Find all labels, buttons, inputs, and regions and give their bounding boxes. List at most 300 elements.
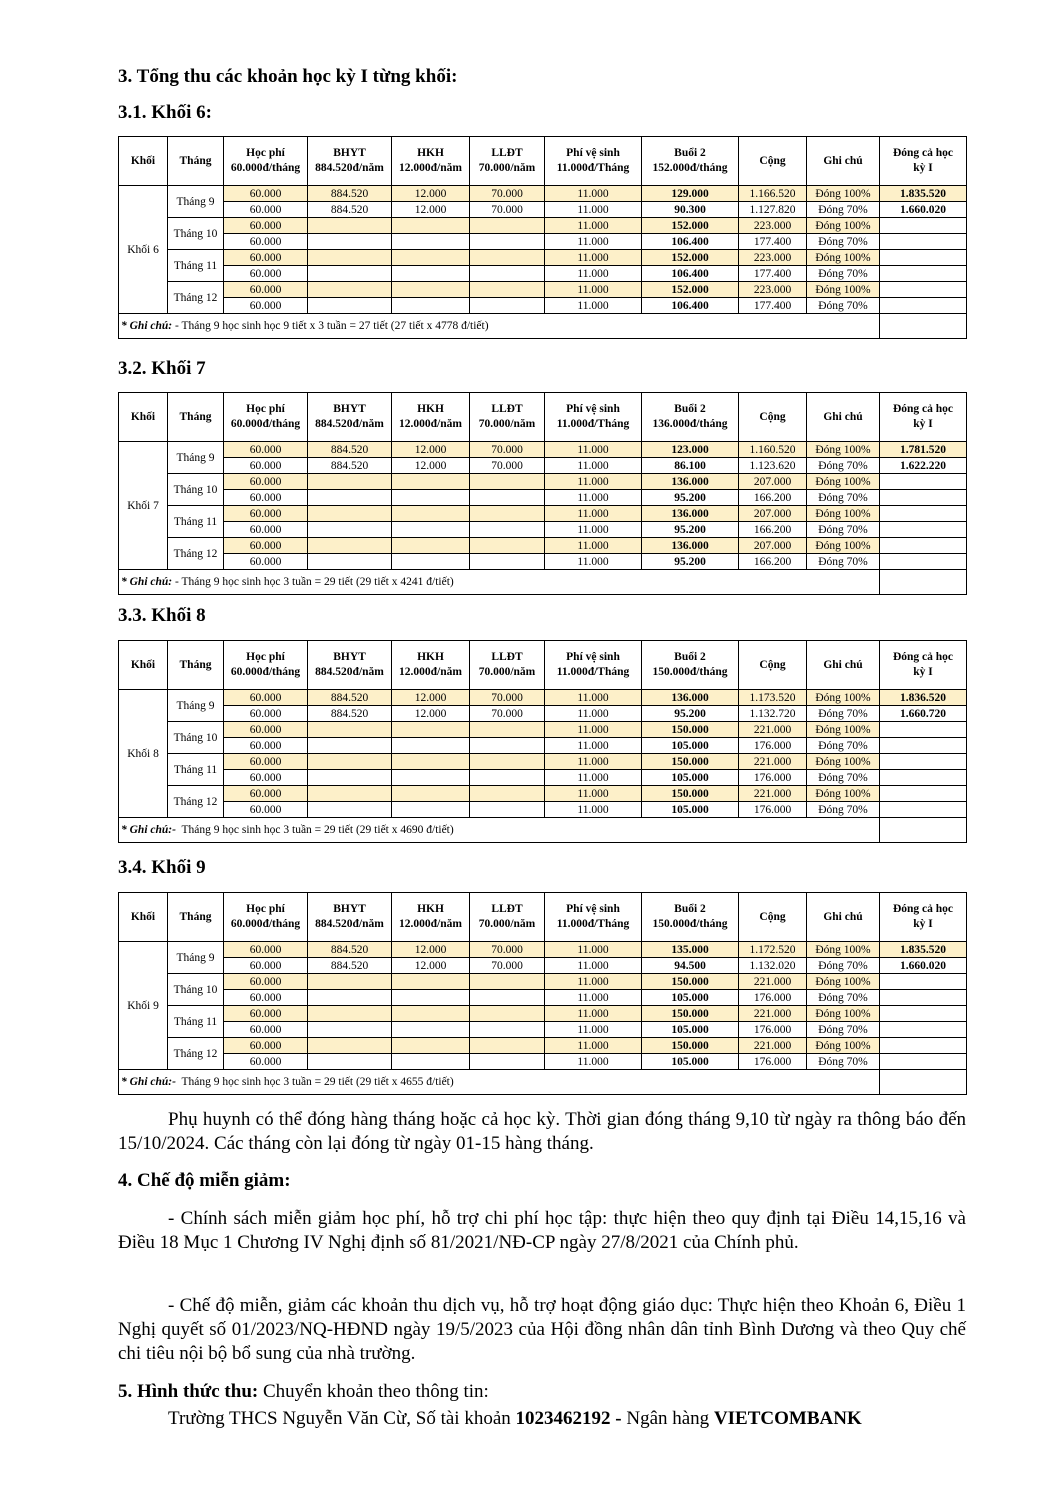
table-cell-hp: 60.000 (224, 942, 308, 958)
table-cell-vs: 11.000 (545, 458, 642, 474)
month-cell: Tháng 12 (168, 786, 224, 818)
table-cell-cong: 176.000 (739, 1022, 807, 1038)
note-row (119, 570, 967, 595)
table-cell-b2: 106.400 (642, 298, 739, 314)
table-cell-lldt (470, 1038, 545, 1054)
note-empty-cell (880, 314, 967, 339)
table-row (119, 234, 967, 250)
table-cell-hkh (392, 218, 470, 234)
column-header (807, 137, 880, 186)
table-cell-hp: 60.000 (224, 990, 308, 1006)
table-cell-bhyt (308, 538, 392, 554)
table-cell-vs: 11.000 (545, 802, 642, 818)
table-cell-total (880, 1038, 967, 1054)
note-cell (119, 570, 880, 595)
column-header (470, 641, 545, 690)
column-header (642, 893, 739, 942)
table-cell-total (880, 538, 967, 554)
column-header (224, 137, 308, 186)
table-cell-total (880, 738, 967, 754)
table-cell-hp: 60.000 (224, 218, 308, 234)
grade-label-cell: Khối 8 (119, 690, 168, 818)
table-row (119, 186, 967, 202)
table-cell-vs: 11.000 (545, 506, 642, 522)
month-cell: Tháng 10 (168, 474, 224, 506)
table-cell-b2: 150.000 (642, 786, 739, 802)
table-cell-bhyt (308, 266, 392, 282)
table-cell-hkh: 12.000 (392, 958, 470, 974)
table-cell-gc: Đóng 100% (807, 218, 880, 234)
table-cell-bhyt (308, 722, 392, 738)
table-row (119, 1022, 967, 1038)
month-cell: Tháng 11 (168, 250, 224, 282)
table-cell-gc: Đóng 70% (807, 770, 880, 786)
table-cell-b2: 90.300 (642, 202, 739, 218)
column-header-line: Cộng (759, 910, 786, 923)
table-cell-total (880, 266, 967, 282)
table-cell-gc: Đóng 100% (807, 474, 880, 490)
column-header-line: Học phí (246, 147, 285, 159)
table-cell-hkh (392, 722, 470, 738)
column-header (642, 641, 739, 690)
table-cell-hp: 60.000 (224, 722, 308, 738)
table-cell-vs: 11.000 (545, 754, 642, 770)
table-cell-b2: 150.000 (642, 1038, 739, 1054)
table-cell-bhyt (308, 474, 392, 490)
table-cell-gc: Đóng 100% (807, 250, 880, 266)
table-cell-cong: 221.000 (739, 1038, 807, 1054)
table-cell-vs: 11.000 (545, 1006, 642, 1022)
table-cell-vs: 11.000 (545, 690, 642, 706)
column-header-line: Phí vệ sinh (566, 403, 620, 415)
table-cell-gc: Đóng 70% (807, 990, 880, 1006)
table-cell-total: 1.660.720 (880, 706, 967, 722)
table-cell-lldt (470, 474, 545, 490)
table-cell-gc: Đóng 100% (807, 974, 880, 990)
column-header (308, 137, 392, 186)
table-cell-b2: 105.000 (642, 738, 739, 754)
table-cell-gc: Đóng 70% (807, 490, 880, 506)
table-cell-gc: Đóng 70% (807, 1054, 880, 1070)
column-header (119, 137, 168, 186)
column-header-line: LLĐT (491, 147, 523, 159)
table-cell-cong: 1.172.520 (739, 942, 807, 958)
table-cell-lldt: 70.000 (470, 202, 545, 218)
column-header-line: 60.000đ/tháng (230, 162, 301, 174)
column-header-line: Đóng cả học (892, 403, 954, 415)
table-cell-hp: 60.000 (224, 234, 308, 250)
table-cell-hkh (392, 490, 470, 506)
grade-label-cell: Khối 7 (119, 442, 168, 570)
column-header (807, 393, 880, 442)
table-cell-b2: 152.000 (642, 218, 739, 234)
table-cell-bhyt (308, 786, 392, 802)
table-row (119, 522, 967, 538)
column-header-line: Khối (130, 658, 156, 671)
table-cell-lldt (470, 738, 545, 754)
table-cell-b2: 123.000 (642, 442, 739, 458)
table-cell-hp: 60.000 (224, 554, 308, 570)
table-row (119, 266, 967, 282)
table-cell-cong: 221.000 (739, 722, 807, 738)
table-cell-bhyt (308, 738, 392, 754)
table-cell-b2: 105.000 (642, 802, 739, 818)
table-cell-cong: 221.000 (739, 974, 807, 990)
column-header (739, 137, 807, 186)
column-header (545, 641, 642, 690)
table-row (119, 754, 967, 770)
table-cell-hp: 60.000 (224, 202, 308, 218)
table-cell-lldt: 70.000 (470, 186, 545, 202)
table-cell-vs: 11.000 (545, 770, 642, 786)
table-cell-bhyt (308, 234, 392, 250)
table-cell-b2: 106.400 (642, 234, 739, 250)
table-row (119, 802, 967, 818)
fee-table (118, 640, 967, 843)
table-cell-cong: 176.000 (739, 738, 807, 754)
table-cell-hkh (392, 474, 470, 490)
column-header (224, 393, 308, 442)
column-header-line: Phí vệ sinh (566, 147, 620, 159)
table-cell-vs: 11.000 (545, 186, 642, 202)
table-cell-vs: 11.000 (545, 234, 642, 250)
table-cell-vs: 11.000 (545, 266, 642, 282)
column-header-line: Đóng cả học (892, 147, 954, 159)
table-cell-total (880, 1022, 967, 1038)
section4-paragraph-2: - Chế độ miễn, giảm các khoản thu dịch vụ, hỗ trợ hoạt động giáo dục: Thực hiện theo Khoản 6, Điều 1 Nghị quyết số 01/2023/NQ-HĐND ngày 19/5/2023 của Hội đồng nhân dân tỉnh Bình Dương và theo Quy chế chi tiêu nội bộ bổ sung của nhà trường. (118, 1295, 966, 1364)
table-cell-hp: 60.000 (224, 522, 308, 538)
table-row (119, 442, 967, 458)
column-header-line: BHYT (333, 147, 366, 159)
table-cell-b2: 129.000 (642, 186, 739, 202)
month-cell: Tháng 11 (168, 754, 224, 786)
table-cell-cong: 223.000 (739, 282, 807, 298)
table-cell-lldt (470, 802, 545, 818)
table-cell-lldt (470, 786, 545, 802)
column-header-line: 150.000đ/tháng (652, 666, 728, 678)
table-cell-cong: 223.000 (739, 250, 807, 266)
table-cell-lldt (470, 974, 545, 990)
table-cell-total (880, 1006, 967, 1022)
column-header-line: 884.520đ/năm (315, 918, 384, 930)
table-cell-vs: 11.000 (545, 958, 642, 974)
column-header (168, 137, 224, 186)
table-cell-cong: 1.132.720 (739, 706, 807, 722)
table-cell-gc: Đóng 70% (807, 802, 880, 818)
table-cell-gc: Đóng 100% (807, 942, 880, 958)
column-header (880, 137, 967, 186)
column-header (308, 893, 392, 942)
table-cell-hp: 60.000 (224, 738, 308, 754)
table-cell-hp: 60.000 (224, 690, 308, 706)
table-cell-total (880, 754, 967, 770)
note-text: - Tháng 9 học sinh học 9 tiết x 3 tuần = 27 tiết (27 tiết x 4778 đ/tiết) (172, 320, 489, 332)
table-cell-b2: 105.000 (642, 990, 739, 1006)
table-cell-gc: Đóng 70% (807, 202, 880, 218)
table-cell-gc: Đóng 100% (807, 538, 880, 554)
note-label: * Ghi chú:- (121, 1076, 176, 1088)
table-cell-hkh (392, 266, 470, 282)
table-cell-lldt (470, 490, 545, 506)
table-row (119, 770, 967, 786)
table-cell-hkh (392, 554, 470, 570)
table-cell-lldt (470, 298, 545, 314)
table-cell-cong: 177.400 (739, 266, 807, 282)
table-cell-lldt (470, 1006, 545, 1022)
table-cell-vs: 11.000 (545, 522, 642, 538)
column-header-line: Buổi 2 (674, 903, 706, 915)
table-cell-b2: 152.000 (642, 282, 739, 298)
column-header-line: Ghi chú (823, 410, 863, 423)
table-cell-hkh (392, 1022, 470, 1038)
table-cell-cong: 176.000 (739, 990, 807, 1006)
table-cell-cong: 176.000 (739, 1054, 807, 1070)
table-cell-lldt: 70.000 (470, 706, 545, 722)
table-cell-gc: Đóng 100% (807, 1006, 880, 1022)
table-cell-total (880, 1054, 967, 1070)
table-cell-lldt: 70.000 (470, 442, 545, 458)
fee-table (118, 392, 967, 595)
month-cell: Tháng 9 (168, 186, 224, 218)
note-text: Tháng 9 học sinh học 3 tuần = 29 tiết (29 tiết x 4690 đ/tiết) (175, 824, 454, 836)
column-header-line: Cộng (759, 154, 786, 167)
table-cell-cong: 177.400 (739, 298, 807, 314)
column-header (392, 893, 470, 942)
table-cell-bhyt: 884.520 (308, 706, 392, 722)
column-header-line: HKH (417, 651, 444, 663)
table-cell-bhyt (308, 282, 392, 298)
column-header-line: 150.000đ/tháng (652, 918, 728, 930)
table-cell-gc: Đóng 70% (807, 522, 880, 538)
table-cell-lldt (470, 506, 545, 522)
table-cell-bhyt (308, 1022, 392, 1038)
column-header-line: kỳ I (913, 418, 933, 430)
table-cell-cong: 1.173.520 (739, 690, 807, 706)
table-cell-hp: 60.000 (224, 770, 308, 786)
table-cell-gc: Đóng 100% (807, 1038, 880, 1054)
table-row (119, 538, 967, 554)
table-cell-hkh: 12.000 (392, 706, 470, 722)
table-row (119, 490, 967, 506)
section5-text: Chuyển khoản theo thông tin: (258, 1381, 489, 1402)
table-cell-bhyt (308, 490, 392, 506)
column-header-line: LLĐT (491, 903, 523, 915)
table-cell-bhyt: 884.520 (308, 690, 392, 706)
table-cell-hkh: 12.000 (392, 458, 470, 474)
table-cell-cong: 207.000 (739, 538, 807, 554)
table-cell-hkh: 12.000 (392, 942, 470, 958)
table-cell-lldt (470, 722, 545, 738)
table-cell-lldt: 70.000 (470, 690, 545, 706)
column-header (470, 893, 545, 942)
table-cell-total (880, 802, 967, 818)
table-cell-hp: 60.000 (224, 1006, 308, 1022)
column-header-line: HKH (417, 147, 444, 159)
table-cell-cong: 176.000 (739, 802, 807, 818)
table-row (119, 506, 967, 522)
table-cell-bhyt (308, 802, 392, 818)
table-cell-bhyt (308, 250, 392, 266)
grade-heading: 3.3. Khối 8 (118, 605, 206, 626)
table-cell-b2: 106.400 (642, 266, 739, 282)
table-cell-lldt (470, 266, 545, 282)
column-header-line: HKH (417, 903, 444, 915)
table-cell-hp: 60.000 (224, 754, 308, 770)
note-empty-cell (880, 1070, 967, 1095)
column-header-line: 12.000đ/năm (399, 918, 462, 930)
column-header-line: LLĐT (491, 651, 523, 663)
grade-label-cell: Khối 9 (119, 942, 168, 1070)
month-cell: Tháng 11 (168, 506, 224, 538)
table-cell-gc: Đóng 70% (807, 958, 880, 974)
table-cell-gc: Đóng 70% (807, 234, 880, 250)
column-header-line: Buổi 2 (674, 403, 706, 415)
note-row (119, 1070, 967, 1095)
table-cell-hkh (392, 770, 470, 786)
column-header-line: 60.000đ/tháng (230, 666, 301, 678)
column-header-line: 11.000đ/Tháng (556, 666, 630, 678)
table-cell-total (880, 770, 967, 786)
month-cell: Tháng 11 (168, 1006, 224, 1038)
table-cell-hkh (392, 990, 470, 1006)
table-cell-hkh (392, 282, 470, 298)
table-cell-bhyt: 884.520 (308, 458, 392, 474)
table-cell-hp: 60.000 (224, 958, 308, 974)
table-row (119, 1054, 967, 1070)
table-cell-lldt (470, 1022, 545, 1038)
table-row (119, 706, 967, 722)
table-cell-bhyt: 884.520 (308, 202, 392, 218)
table-cell-cong: 223.000 (739, 218, 807, 234)
bank-account: 1023462192 - (515, 1408, 622, 1429)
table-cell-vs: 11.000 (545, 786, 642, 802)
table-cell-bhyt (308, 554, 392, 570)
note-text: - Tháng 9 học sinh học 3 tuần = 29 tiết (29 tiết x 4241 đ/tiết) (172, 576, 454, 588)
table-cell-lldt (470, 770, 545, 786)
table-cell-cong: 1.166.520 (739, 186, 807, 202)
fee-table (118, 136, 967, 339)
column-header-line: Tháng (179, 410, 212, 423)
table-row (119, 690, 967, 706)
table-row (119, 1006, 967, 1022)
table-cell-hkh (392, 1038, 470, 1054)
table-cell-hkh (392, 1054, 470, 1070)
table-cell-hp: 60.000 (224, 786, 308, 802)
table-cell-hkh (392, 506, 470, 522)
table-cell-hp: 60.000 (224, 802, 308, 818)
table-cell-total (880, 218, 967, 234)
table-cell-cong: 221.000 (739, 786, 807, 802)
table-cell-hp: 60.000 (224, 442, 308, 458)
table-cell-bhyt: 884.520 (308, 186, 392, 202)
section3-heading: 3. Tổng thu các khoản học kỳ I từng khối: (118, 66, 458, 87)
column-header (470, 393, 545, 442)
table-cell-hkh: 12.000 (392, 202, 470, 218)
column-header (739, 393, 807, 442)
column-header-line: Học phí (246, 903, 285, 915)
table-cell-total (880, 786, 967, 802)
table-cell-gc: Đóng 100% (807, 786, 880, 802)
table-cell-total: 1.781.520 (880, 442, 967, 458)
table-cell-bhyt (308, 1038, 392, 1054)
table-row (119, 250, 967, 266)
table-cell-lldt (470, 554, 545, 570)
table-cell-lldt (470, 250, 545, 266)
column-header (392, 137, 470, 186)
table-row (119, 942, 967, 958)
column-header-line: LLĐT (491, 403, 523, 415)
column-header (308, 393, 392, 442)
column-header-line: Ghi chú (823, 658, 863, 671)
table-cell-b2: 136.000 (642, 538, 739, 554)
column-header-line: kỳ I (913, 162, 933, 174)
table-cell-total (880, 250, 967, 266)
table-row (119, 722, 967, 738)
table-cell-cong: 221.000 (739, 754, 807, 770)
column-header (807, 893, 880, 942)
table-cell-hp: 60.000 (224, 266, 308, 282)
table-cell-b2: 105.000 (642, 1022, 739, 1038)
table-cell-vs: 11.000 (545, 202, 642, 218)
month-cell: Tháng 10 (168, 974, 224, 1006)
table-cell-hp: 60.000 (224, 1022, 308, 1038)
table-cell-cong: 166.200 (739, 490, 807, 506)
table-cell-total (880, 974, 967, 990)
section5-line (118, 1380, 966, 1404)
table-cell-total: 1.835.520 (880, 186, 967, 202)
table-cell-vs: 11.000 (545, 722, 642, 738)
table-cell-hkh (392, 754, 470, 770)
column-header-line: 11.000đ/Tháng (556, 162, 630, 174)
table-cell-vs: 11.000 (545, 474, 642, 490)
table-cell-lldt: 70.000 (470, 958, 545, 974)
column-header-line: BHYT (333, 403, 366, 415)
column-header (119, 641, 168, 690)
table-cell-hp: 60.000 (224, 186, 308, 202)
column-header-line: Phí vệ sinh (566, 651, 620, 663)
table-cell-hkh (392, 538, 470, 554)
table-cell-vs: 11.000 (545, 974, 642, 990)
table-cell-b2: 95.200 (642, 554, 739, 570)
table-cell-bhyt (308, 1054, 392, 1070)
grade-heading: 3.1. Khối 6: (118, 102, 212, 123)
table-cell-total (880, 474, 967, 490)
section5-heading: 5. Hình thức thu: (118, 1381, 259, 1402)
column-header (642, 137, 739, 186)
table-cell-hkh (392, 250, 470, 266)
table-cell-hkh (392, 738, 470, 754)
table-cell-cong: 166.200 (739, 554, 807, 570)
column-header-line: 12.000đ/năm (399, 666, 462, 678)
month-cell: Tháng 12 (168, 282, 224, 314)
table-cell-total (880, 990, 967, 1006)
column-header (807, 641, 880, 690)
note-row (119, 818, 967, 843)
table-cell-gc: Đóng 70% (807, 738, 880, 754)
table-cell-b2: 150.000 (642, 974, 739, 990)
column-header-line: Ghi chú (823, 910, 863, 923)
column-header-line: Học phí (246, 651, 285, 663)
table-cell-lldt (470, 522, 545, 538)
table-cell-vs: 11.000 (545, 990, 642, 1006)
table-cell-gc: Đóng 70% (807, 1022, 880, 1038)
table-cell-b2: 136.000 (642, 690, 739, 706)
table-cell-total (880, 298, 967, 314)
table-cell-cong: 1.123.620 (739, 458, 807, 474)
note-cell (119, 818, 880, 843)
table-cell-bhyt (308, 298, 392, 314)
table-cell-hkh (392, 786, 470, 802)
